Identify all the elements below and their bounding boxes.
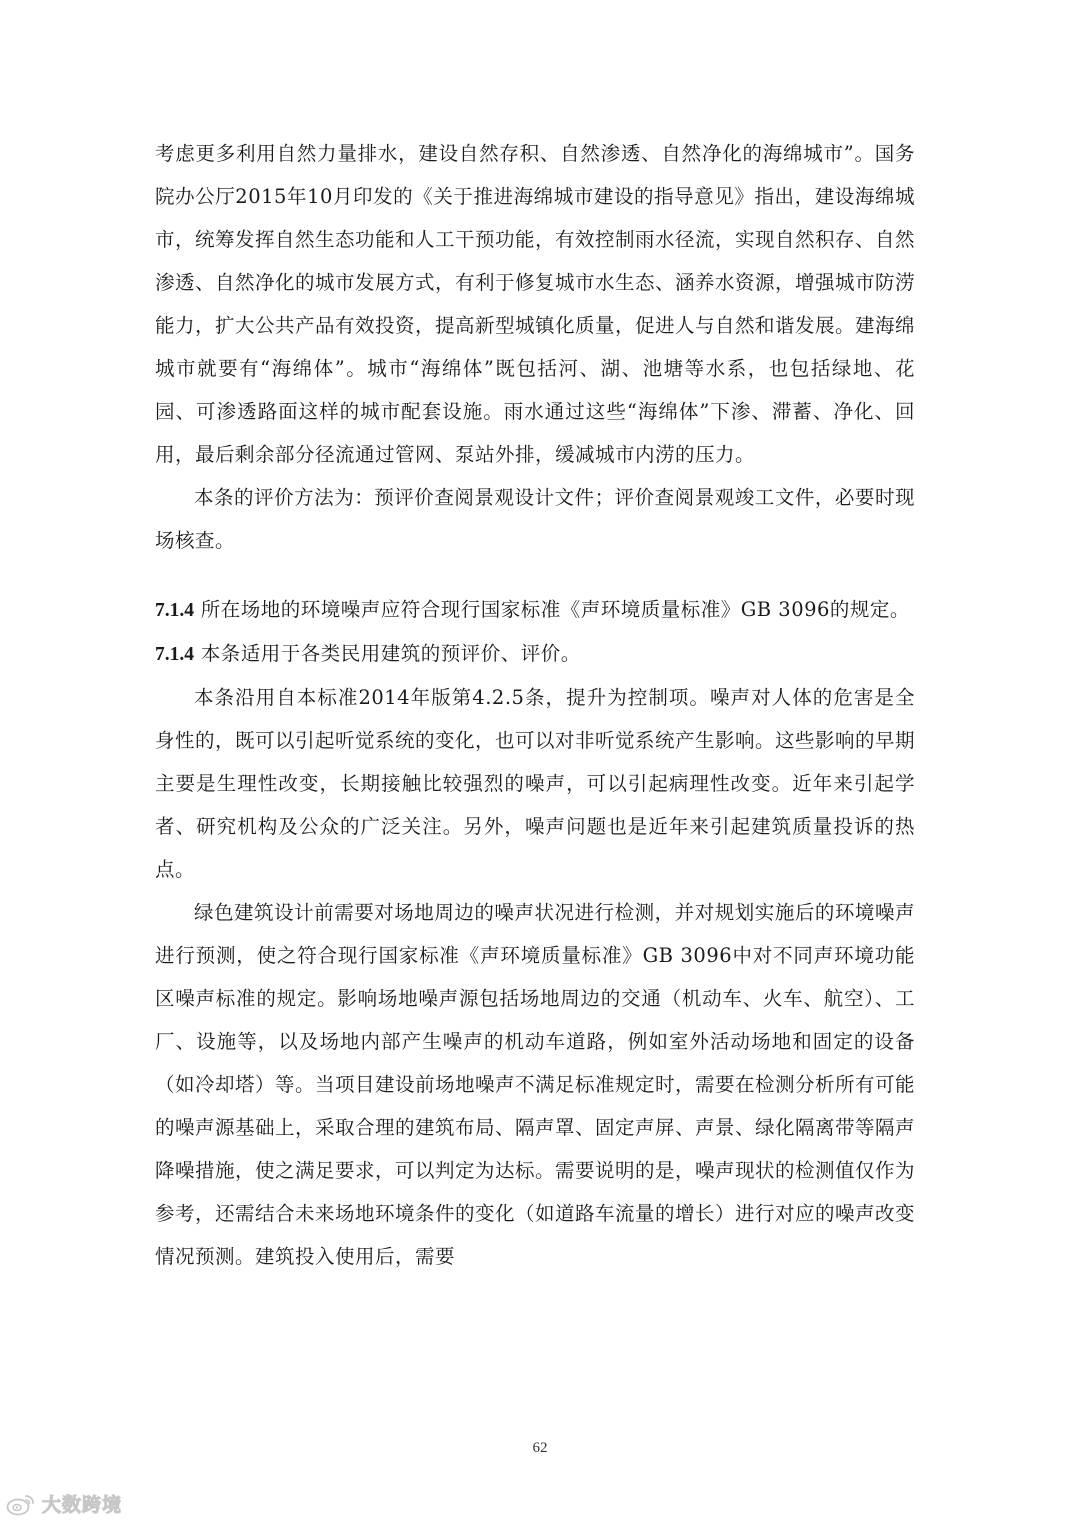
paragraph-evaluation-method: 本条的评价方法为：预评价查阅景观设计文件；评价查阅景观竣工文件，必要时现场核查。 xyxy=(155,486,915,552)
weibo-logo-icon xyxy=(6,1492,36,1516)
paragraph-noise-design: 绿色建筑设计前需要对场地周边的噪声状况进行检测，并对规划实施后的环境噪声进行预测，使之符合现行国家标准《声环境质量标准》GB 3096中对不同声环境功能区噪声标准的规定。影响场地噪声源包括场地周边的交通（机动车、火车、航空）、工厂、设施等，以及场地内部产生噪声的机动车道路，例如室外活动场地和固定的设备（如冷却塔）等。当项目建设前场地噪声不满足标准规定时，需要在检测分析所有可能的噪声源基础上，采取合理的建筑布局、隔声罩、固定声屏、声景、绿化隔离带等隔声降噪措施，使之满足要求，可以判定为达标。需要说明的是，噪声现状的检测值仅作为参考，还需结合未来场地环境条件的变化（如道路车流量的增长）进行对应的噪声改变情况预测。建筑投入使用后，需要 xyxy=(155,901,916,1268)
section-gap xyxy=(155,562,915,588)
body-text xyxy=(155,132,915,1278)
explanation-text: 本条适用于各类民用建筑的预评价、评价。 xyxy=(200,642,581,665)
paragraph-sponge-city: 考虑更多利用自然力量排水，建设自然存积、自然渗透、自然净化的海绵城市”。国务院办公厅2015年10月印发的《关于推进海绵城市建设的指导意见》指出，建设海绵城市，统筹发挥自然生态功能和人工干预功能，有效控制雨水径流，实现自然积存、自然渗透、自然净化的城市发展方式，有利于修复城市水生态、涵养水资源，增强城市防涝能力，扩大公共产品有效投资，提高新型城镇化质量，促进人与自然和谐发展。建海绵城市就要有“海绵体”。城市“海绵体”既包括河、湖、池塘等水系，也包括绿地、花园、可渗透路面这样的城市配套设施。雨水通过这些“海绵体”下渗、滞蓄、净化、回用，最后剩余部分径流通过管网、泵站外排，缓减城市内涝的压力。 xyxy=(155,142,916,466)
paragraph-noise-hazard: 本条沿用自本标准2014年版第4.2.5条，提升为控制项。噪声对人体的危害是全身性的，既可以引起听觉系统的变化，也可以对非听觉系统产生影响。这些影响的早期主要是生理性改变，长期接触比较强烈的噪声，可以引起病理性改变。近年来引起学者、研究机构及公众的广泛关注。另外，噪声问题也是近年来引起建筑质量投诉的热点。 xyxy=(155,686,916,881)
watermark-text: 大数跨境 xyxy=(42,1494,123,1516)
explanation-7-1-4 xyxy=(155,632,915,676)
explanation-number: 7.1.4 xyxy=(155,644,194,665)
page-number: 62 xyxy=(532,1440,548,1456)
clause-number: 7.1.4 xyxy=(155,600,194,621)
clause-text: 所在场地的环境噪声应符合现行国家标准《声环境质量标准》GB 3096的规定。 xyxy=(200,598,910,621)
clause-7-1-4 xyxy=(155,588,915,632)
watermark xyxy=(6,1490,122,1517)
